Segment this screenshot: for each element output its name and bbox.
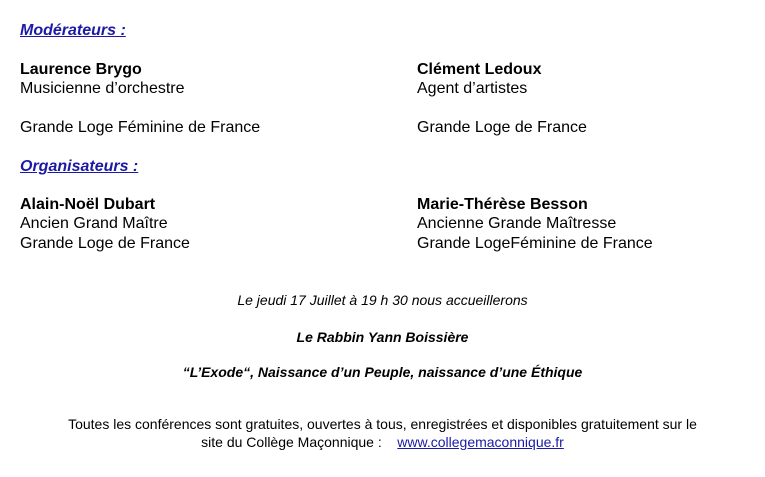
- moderateurs-heading: Modérateurs :: [20, 22, 126, 39]
- college-website-link[interactable]: www.collegemaconnique.fr: [397, 434, 564, 450]
- moderateur-left-role: Musicienne d’orchestre: [20, 80, 185, 97]
- organisateur-left-role: Ancien Grand Maître: [20, 215, 168, 232]
- footer-line-2: [0, 434, 765, 450]
- footer-line-2-prefix: site du Collège Maçonnique :: [201, 434, 382, 450]
- organisateur-right-name: Marie-Thérèse Besson: [417, 196, 588, 213]
- organisateur-left-name: Alain-Noël Dubart: [20, 196, 156, 213]
- organisateur-right-role: Ancienne Grande Maîtresse: [417, 215, 617, 232]
- moderateur-right-role: Agent d’artistes: [417, 80, 528, 97]
- moderateur-left-name: Laurence Brygo: [20, 61, 142, 78]
- footer-line-1: Toutes les conférences sont gratuites, ouvertes à tous, enregistrées et disponibles gratuitement sur le: [68, 416, 697, 432]
- organisateur-right-org: Grande LogeFéminine de France: [417, 235, 653, 252]
- organisateur-left-org: Grande Loge de France: [20, 235, 190, 252]
- moderateur-right-name: Clément Ledoux: [417, 61, 542, 78]
- event-speaker: Le Rabbin Yann Boissière: [296, 329, 469, 345]
- moderateur-right-org: Grande Loge de France: [417, 119, 587, 136]
- organisateurs-heading: Organisateurs :: [20, 158, 139, 175]
- event-title: “L’Exode“, Naissance d’un Peuple, naissance d’une Éthique: [182, 364, 583, 380]
- moderateur-left-org: Grande Loge Féminine de France: [20, 119, 261, 136]
- event-date-line: Le jeudi 17 Juillet à 19 h 30 nous accueillerons: [237, 292, 528, 308]
